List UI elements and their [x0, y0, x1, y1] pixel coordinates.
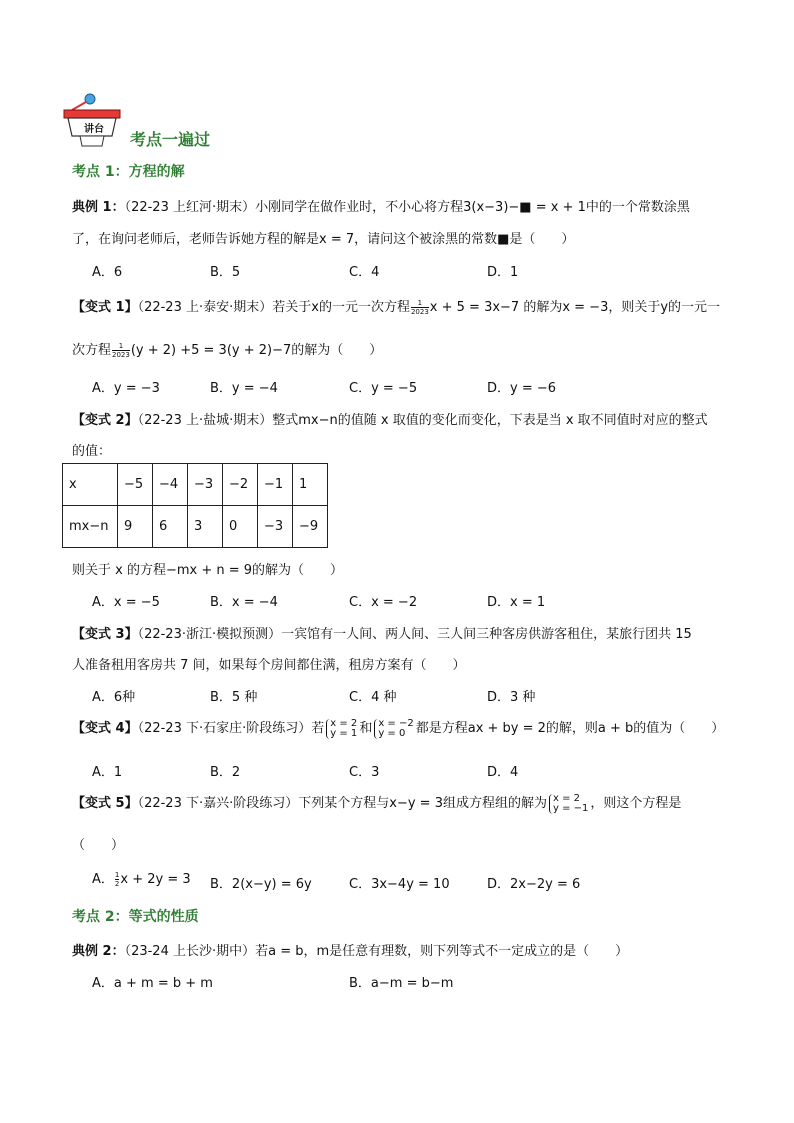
v1-source: （22-23 上·泰安·期末） [137, 300, 273, 315]
v1-text2a: 次方程 [72, 343, 112, 358]
v1-line1 [72, 296, 720, 316]
v4-line1 [72, 717, 724, 739]
v1-fraction-2: $\frac{1}{2023}$ [112, 342, 130, 359]
q2-option-b: B．a−m = b−m [349, 976, 454, 991]
v2-text1: 整式mx−n的值随 x 取值的变化而变化，下表是当 x 取不同值时对应的整式 [272, 413, 708, 428]
table-cell: −5 [118, 464, 153, 506]
value-table [62, 463, 328, 548]
v3-line2: 人准备租用客房共 7 间，如果每个房间都住满，租房方案有（ ） [72, 658, 466, 673]
v2-option-b: B．x = −4 [210, 595, 278, 610]
q1-line1 [72, 196, 690, 215]
table-row [63, 464, 328, 506]
v2-option-a: A．x = −5 [92, 595, 160, 610]
q2-source: （23-24 上长沙·期中） [124, 944, 256, 959]
v1-option-d: D．y = −6 [487, 381, 557, 396]
v4-text2: 都是方程ax + by = 2的解，则a + b的值为（ ） [415, 721, 725, 736]
v1-text1b: x + 5 = 3x−7 的解为x = −3，则关于y的一元一 [429, 300, 721, 315]
v3-line1 [72, 623, 692, 642]
q1-label: 典例 1： [72, 200, 125, 215]
table-cell: 1 [293, 464, 328, 506]
podium-badge: 讲台 [84, 124, 104, 135]
q2-text: 若a = b，m是任意有理数，则下列等式不一定成立的是（ ） [255, 944, 629, 959]
v4-label: 【变式 4】 [72, 721, 138, 736]
table-cell: 6 [153, 506, 188, 548]
q1-line2: 了，在询问老师后，老师告诉她方程的解是x = 7，请问这个被涂黑的常数■是（ ） [72, 232, 575, 247]
v5-text1: 下列某个方程与x−y = 3组成方程组的解为 [298, 796, 547, 811]
table-cell: −9 [293, 506, 328, 548]
table-cell: −4 [153, 464, 188, 506]
v2-label: 【变式 2】 [72, 413, 138, 428]
table-cell: mx−n [63, 506, 118, 548]
table-cell: −1 [258, 464, 293, 506]
v5-source: （22-23 下·嘉兴·阶段练习） [137, 796, 299, 811]
v5-text1b: ，则这个方程是 [590, 796, 682, 811]
v4-option-c: C．3 [349, 765, 380, 780]
q1-option-b: B．5 [210, 265, 241, 280]
table-cell: 3 [188, 506, 223, 548]
v3-option-c: C．4 种 [349, 690, 397, 705]
v5-system: x = 2 y = −1 [549, 794, 588, 814]
v4-and: 和 [359, 721, 373, 736]
table-row [63, 506, 328, 548]
v1-option-b: B．y = −4 [210, 381, 278, 396]
v2-source: （22-23 上·盐城·期末） [137, 413, 273, 428]
section-title-1: 考点 1：方程的解 [72, 164, 185, 180]
v2-option-c: C．x = −2 [349, 595, 418, 610]
table-cell: 0 [223, 506, 258, 548]
v3-text1: 一宾馆有一人间、两人间、三人间三种客房供游客租住，某旅行团共 15 [281, 627, 692, 642]
v4-system-2: x = −2 y = 0 [374, 719, 413, 739]
v1-label: 【变式 1】 [72, 300, 138, 315]
q1-source: （22-23 上红河·期末） [124, 200, 256, 215]
q1-option-c: C．4 [349, 265, 380, 280]
q1-text1: 小刚同学在做作业时，不小心将方程3(x−3)−■ = x + 1中的一个常数涂黑 [255, 200, 690, 215]
v1-text1a: 若关于x的一元一次方程 [272, 300, 410, 315]
v3-option-a: A．6种 [92, 690, 136, 705]
table-cell: −3 [258, 506, 293, 548]
v5-option-d: D．2x−2y = 6 [487, 877, 581, 892]
v3-option-d: D．3 种 [487, 690, 536, 705]
v3-label: 【变式 3】 [72, 627, 138, 642]
v4-option-a: A．1 [92, 765, 123, 780]
v1-line2 [72, 339, 382, 359]
v2-option-d: D．x = 1 [487, 595, 546, 610]
v4-option-b: B．2 [210, 765, 241, 780]
page-title: 考点一遍过 [130, 130, 211, 149]
v3-option-b: B．5 种 [210, 690, 258, 705]
q2-label: 典例 2： [72, 944, 125, 959]
v2-line3: 则关于 x 的方程−mx + n = 9的解为（ ） [72, 563, 344, 578]
v3-source: （22-23·浙江·模拟预测） [137, 627, 282, 642]
v4-system-1: x = 2 y = 1 [326, 719, 357, 739]
v1-option-a: A．y = −3 [92, 381, 160, 396]
section-title-2: 考点 2：等式的性质 [72, 909, 199, 925]
q2-line1 [72, 940, 628, 959]
v5-option-a-fraction: $\frac{1}{2}$ [114, 871, 120, 888]
q1-option-d: D．1 [487, 265, 519, 280]
v5-label: 【变式 5】 [72, 796, 138, 811]
v5-option-c: C．3x−4y = 10 [349, 877, 450, 892]
v4-text1: 若 [311, 721, 325, 736]
v5-option-a: A． $\frac{1}{2}$ x + 2y = 3 [92, 871, 191, 888]
v5-line1 [72, 792, 681, 814]
v1-option-c: C．y = −5 [349, 381, 418, 396]
v1-text2b: (y + 2) +5 = 3(y + 2)−7的解为（ ） [130, 343, 383, 358]
table-cell: 9 [118, 506, 153, 548]
v1-fraction-1: $\frac{1}{2023}$ [410, 299, 429, 316]
v5-line2: （ ） [72, 838, 125, 853]
v4-source: （22-23 下·石家庄·阶段练习） [137, 721, 312, 736]
table-cell: −2 [223, 464, 258, 506]
v2-line1 [72, 409, 708, 428]
q1-option-a: A．6 [92, 265, 123, 280]
v5-option-b: B．2(x−y) = 6y [210, 877, 312, 892]
v2-line2: 的值： [72, 444, 112, 459]
v4-option-d: D．4 [487, 765, 519, 780]
table-cell: x [63, 464, 118, 506]
table-cell: −3 [188, 464, 223, 506]
q2-option-a: A．a + m = b + m [92, 976, 213, 991]
